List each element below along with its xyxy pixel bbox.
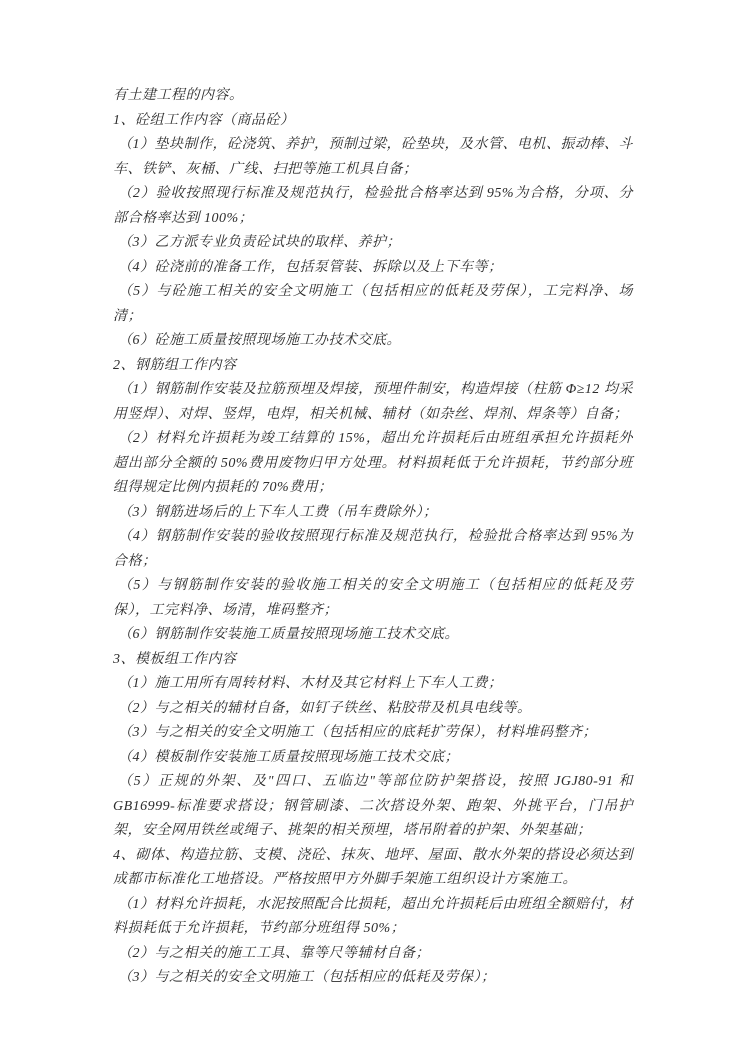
section-4-item-2: （2）与之相关的施工工具、靠等尺等辅材自备； [118,945,430,961]
section-3-item-4: （4）模板制作安装施工质量按照现场施工技术交底； [118,749,459,765]
section-3-item-2: （2）与之相关的辅材自备，如钉子铁丝、粘胶带及机具电线等。 [118,700,532,716]
section-4-heading: 4、砌体、构造拉筋、支模、浇砼、抹灰、地坪、屋面、散水外架的搭设必须达到成都市标准化工地搭设。严格按照甲方外脚手架施工组织设计方案施工。 [113,847,633,887]
document-text-block [113,84,633,991]
section-2-heading: 2、钢筋组工作内容 [113,357,237,373]
section-1-item-1: （1）垫块制作，砼浇筑、养护，预制过梁，砼垫块，及水管、电机、振动棒、斗车、铁铲、灰桶、广线、扫把等施工机具自备； [113,137,633,177]
section-1-item-2: （2）验收按照现行标准及规范执行，检验批合格率达到 95%为合格，分项、分部合格率达到 100%； [113,186,633,226]
section-1-item-5: （5）与砼施工相关的安全文明施工（包括相应的低耗及劳保），工完料净、场清； [113,284,633,324]
intro-line: 有土建工程的内容。 [113,88,244,103]
section-3-item-5: （5）正规的外架、及"四口、五临边"等部位防护架搭设，按照 JGJ80-91 和 GB16999-标准要求搭设；钢管刷漆、二次搭设外架、跑架、外挑平台，门吊护架，安全网用铁丝或绳子、挑架的相关预埋，塔吊附着的护架、外架基础； [113,774,633,838]
section-1-item-6: （6）砼施工质量按照现场施工办技术交底。 [118,333,401,348]
section-3-heading: 3、模板组工作内容 [113,651,237,667]
section-4-item-1: （1）材料允许损耗，水泥按照配合比损耗，超出允许损耗后由班组全额赔付，材料损耗低于允许损耗，节约部分班组得 50%； [113,896,633,936]
section-1-item-3: （3）乙方派专业负责砼试块的取样、养护； [118,235,401,250]
section-4-item-3: （3）与之相关的安全文明施工（包括相应的低耗及劳保）； [118,970,496,985]
section-1-heading: 1、砼组工作内容（商品砼） [113,112,295,128]
section-2-item-5: （5）与钢筋制作安装的验收施工相关的安全文明施工（包括相应的低耗及劳保），工完料净、场清，堆码整齐； [113,578,633,618]
section-2-item-1: （1）钢筋制作安装及拉筋预埋及焊接，预埋件制安，构造焊接（柱筋 Φ≥12 均采用竖焊）、对焊、竖焊，电焊，相关机械、辅材（如杂丝、焊剂、焊条等）自备； [113,382,633,422]
section-3-item-1: （1）施工用所有周转材料、木材及其它材料上下车人工费； [118,676,503,691]
section-2-item-2: （2）材料允许损耗为竣工结算的 15%，超出允许损耗后由班组承担允许损耗外超出部分全额的 50%费用废物归甲方处理。材料损耗低于允许损耗，节约部分班组得规定比例内损耗的 70%费用； [113,431,633,495]
section-1-item-4: （4）砼浇前的准备工作，包括泵管装、拆除以及上下车等； [118,259,503,275]
section-2-item-4: （4）钢筋制作安装的验收按照现行标准及规范执行，检验批合格率达到 95%为合格； [113,529,633,569]
section-2-item-3: （3）钢筋进场后的上下车人工费（吊车费除外）； [118,504,438,520]
section-3-item-3: （3）与之相关的安全文明施工（包括相应的底耗扩劳保），材料堆码整齐； [118,725,597,740]
section-2-item-6: （6）钢筋制作安装施工质量按照现场施工技术交底。 [118,627,459,642]
